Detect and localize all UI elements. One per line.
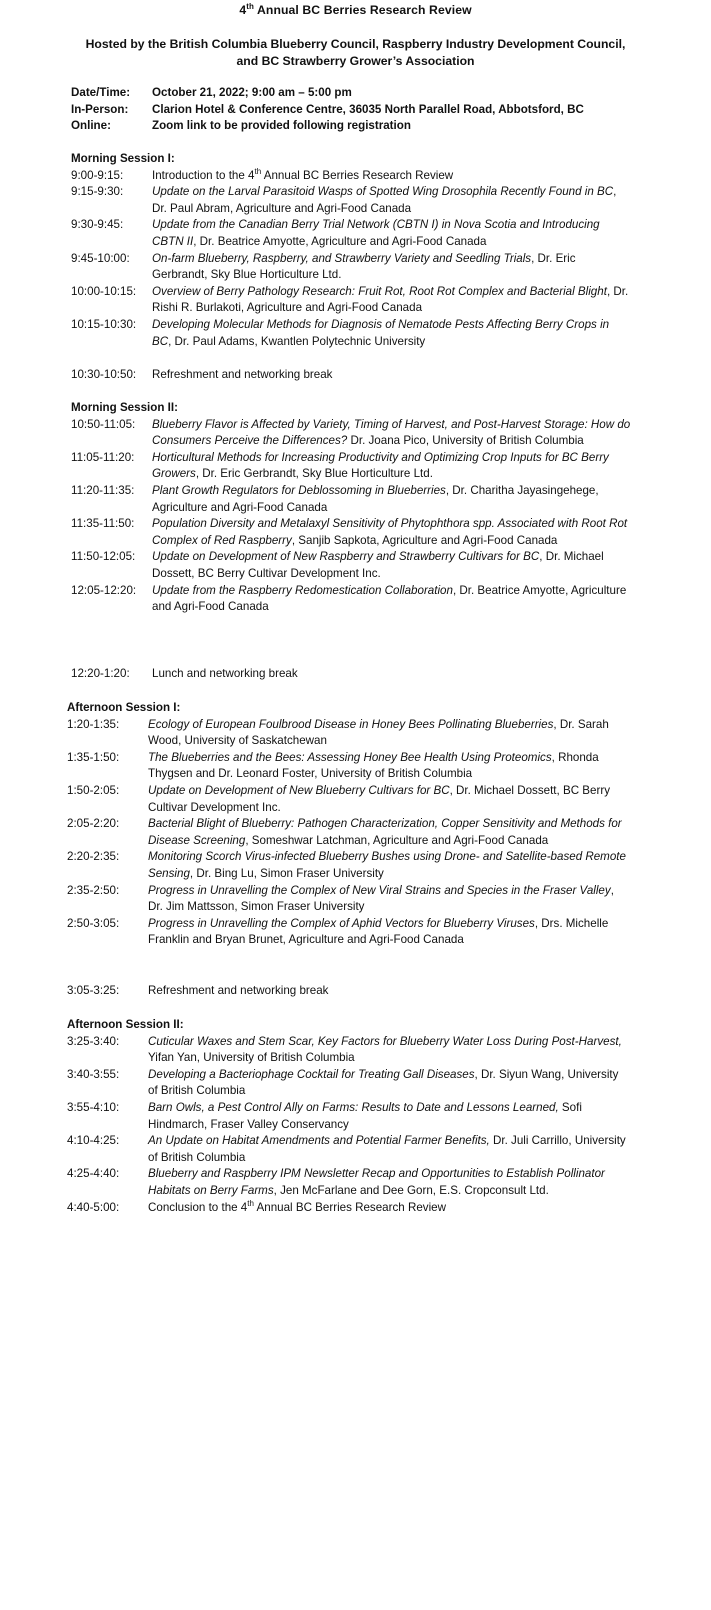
item-text: Update on Development of New Blueberry Cultivars for BC, Dr. Michael Dossett, BC Berry Cultivar Development Inc.: [148, 783, 610, 814]
item-time: 3:25-3:40:: [67, 1034, 120, 1048]
morning-session-2: [0, 400, 711, 616]
item-time: 1:35-1:50:: [67, 750, 120, 764]
morning-session-1: [0, 151, 711, 350]
item-text: Barn Owls, a Pest Control Ally on Farms: Results to Date and Lessons Learned, Sofi Hindmarch, Fraser Valley Conservancy: [148, 1100, 582, 1131]
host-line: Hosted by the British Columbia Blueberry Council, Raspberry Industry Development Council,: [85, 37, 626, 51]
item-time: 3:55-4:10:: [67, 1100, 120, 1114]
item-text: On-farm Blueberry, Raspberry, and Strawberry Variety and Seedling Trials, Dr. Eric Gerbrandt, Sky Blue Horticulture Ltd.: [152, 251, 576, 282]
agenda-item: [0, 883, 711, 916]
agenda-item: [0, 1067, 711, 1100]
item-time: 10:50-11:05:: [71, 417, 136, 431]
item-time: 4:10-4:25:: [67, 1134, 120, 1148]
item-text: Cuticular Waxes and Stem Scar, Key Factors for Blueberry Water Loss During Post-Harvest, Yifan Yan, University of British Columbia: [148, 1034, 622, 1065]
item-time: 3:40-3:55:: [67, 1067, 120, 1081]
agenda-item: [0, 168, 711, 185]
item-text: Overview of Berry Pathology Research: Fruit Rot, Root Rot Complex and Bacterial Blight, Dr. Rishi R. Burlakoti, Agriculture and Agri-Food Canada: [152, 284, 629, 315]
item-text: Conclusion to the 4th Annual BC Berries Research Review: [148, 1198, 446, 1214]
item-text: Population Diversity and Metalaxyl Sensitivity of Phytophthora spp. Associated with Root Rot Complex of Red Raspberry, Sanjib Sapkota, Agriculture and Agri-Food Canada: [152, 517, 628, 547]
agenda-item: [0, 1100, 711, 1133]
session-heading: Afternoon Session I:: [67, 701, 181, 714]
session-heading: Afternoon Session II:: [67, 1018, 184, 1031]
item-text: Ecology of European Foulbrood Disease in Honey Bees Pollinating Blueberries, Dr. Sarah Wood, University of Saskatchewan: [148, 717, 609, 748]
agenda-item: [0, 217, 711, 250]
item-time: 2:05-2:20:: [67, 817, 120, 831]
item-time: 10:00-10:15:: [71, 284, 137, 298]
item-text: The Blueberries and the Bees: Assessing Honey Bee Health Using Proteomics, Rhonda Thygsen and Dr. Leonard Foster, University of British Columbia: [148, 750, 599, 781]
item-time: 10:15-10:30:: [71, 317, 137, 331]
item-text: Introduction to the 4th Annual BC Berries Research Review: [152, 166, 454, 182]
info-label: In-Person:: [71, 102, 129, 116]
break-label: Refreshment and networking break: [152, 368, 333, 381]
info-value: October 21, 2022; 9:00 am – 5:00 pm: [152, 86, 352, 99]
item-time: 9:45-10:00:: [71, 251, 130, 265]
agenda-item: [0, 1200, 711, 1217]
session-heading: Morning Session II:: [71, 401, 178, 414]
item-text: Progress in Unravelling the Complex of Aphid Vectors for Blueberry Viruses, Drs. Michelle Franklin and Bryan Brunet, Agriculture and Agri-Food Canada: [148, 916, 609, 947]
session-heading: Morning Session I:: [71, 152, 175, 165]
agenda-item: [0, 849, 711, 882]
info-value: Zoom link to be provided following registration: [152, 119, 411, 133]
agenda-item: [0, 450, 711, 483]
item-text: Blueberry Flavor is Affected by Variety, Timing of Harvest, and Post-Harvest Storage: How do Consumers Perceive the Differences? Dr. Joana Pico, University of British Columbia: [152, 417, 631, 448]
agenda-item: [0, 483, 711, 516]
agenda-item: [0, 583, 711, 616]
item-time: 2:35-2:50:: [67, 883, 120, 897]
agenda-item: [0, 317, 711, 350]
agenda-item: [0, 816, 711, 849]
info-label: Date/Time:: [71, 86, 131, 99]
item-text: Update from the Raspberry Redomestication Collaboration, Dr. Beatrice Amyotte, Agriculture and Agri-Food Canada: [152, 583, 627, 614]
agenda-item: [0, 184, 711, 217]
agenda-item: [0, 251, 711, 284]
break-row: [0, 983, 711, 1000]
item-text: Update from the Canadian Berry Trial Network (CBTN I) in Nova Scotia and Introducing CBTN II, Dr. Beatrice Amyotte, Agriculture and Agri-Food Canada: [152, 218, 600, 248]
break-row: [0, 666, 711, 683]
item-time: 1:50-2:05:: [67, 783, 120, 797]
agenda-item: [0, 516, 711, 549]
agenda-item: [0, 1133, 711, 1166]
agenda-item: [0, 783, 711, 816]
item-time: 11:05-11:20:: [71, 450, 135, 464]
break-row: [0, 367, 711, 384]
item-time: 9:15-9:30:: [71, 185, 124, 199]
item-text: Developing a Bacteriophage Cocktail for Treating Gall Diseases, Dr. Siyun Wang, University of British Columbia: [148, 1067, 619, 1098]
agenda-item: [0, 717, 711, 750]
item-time: 11:35-11:50:: [71, 517, 135, 531]
item-time: 10:30-10:50:: [71, 368, 137, 381]
item-text: Horticultural Methods for Increasing Productivity and Optimizing Crop Inputs for BC Berry Growers, Dr. Eric Gerbrandt, Sky Blue Horticulture Ltd.: [152, 450, 609, 481]
item-time: 9:30-9:45:: [71, 218, 124, 232]
break-label: Lunch and networking break: [152, 667, 298, 680]
item-time: 9:00-9:15:: [71, 168, 124, 182]
host-line: and BC Strawberry Grower’s Association: [236, 53, 475, 68]
agenda-item: [0, 284, 711, 317]
item-time: 11:20-11:35:: [71, 483, 135, 497]
item-text: Progress in Unravelling the Complex of New Viral Strains and Species in the Fraser Valley, Dr. Jim Mattsson, Simon Fraser University: [148, 883, 614, 914]
agenda-item: [0, 916, 711, 949]
afternoon-session-1: [0, 700, 711, 949]
agenda-item: [0, 417, 711, 450]
item-time: 4:40-5:00:: [67, 1200, 120, 1214]
agenda-item: [0, 750, 711, 783]
agenda-item: [0, 549, 711, 582]
item-text: Bacterial Blight of Blueberry: Pathogen Characterization, Copper Sensitivity and Methods for Disease Screening, Someshwar Latchman, Agriculture and Agri-Food Canada: [148, 817, 622, 847]
agenda-item: [0, 1034, 711, 1067]
item-text: Blueberry and Raspberry IPM Newsletter Recap and Opportunities to Establish Pollinator Habitats on Berry Farms, Jen McFarlane and Dee Gorn, E.S. Cropconsult Ltd.: [148, 1167, 605, 1197]
host-statement: [0, 36, 711, 69]
item-time: 11:50-12:05:: [71, 550, 136, 564]
item-time: 12:20-1:20:: [71, 667, 130, 680]
item-text: Update on the Larval Parasitoid Wasps of Spotted Wing Drosophila Recently Found in BC, Dr. Paul Abram, Agriculture and Agri-Food Canada: [152, 185, 617, 215]
item-text: Monitoring Scorch Virus-infected Blueberry Bushes using Drone- and Satellite-based Remote Sensing, Dr. Bing Lu, Simon Fraser University: [148, 850, 626, 880]
item-time: 3:05-3:25:: [67, 984, 120, 997]
page-title: 4th Annual BC Berries Research Review: [239, 1, 472, 17]
info-label: Online:: [71, 119, 111, 133]
item-text: Plant Growth Regulators for Deblossoming in Blueberries, Dr. Charitha Jayasingehege, Agriculture and Agri-Food Canada: [152, 483, 599, 514]
item-text: Update on Development of New Raspberry and Strawberry Cultivars for BC, Dr. Michael Dossett, BC Berry Cultivar Development Inc.: [152, 550, 604, 580]
afternoon-session-2: [0, 1017, 711, 1216]
item-text: Developing Molecular Methods for Diagnosis of Nematode Pests Affecting Berry Crops in BC, Dr. Paul Adams, Kwantlen Polytechnic University: [152, 317, 610, 348]
break-label: Refreshment and networking break: [148, 984, 329, 997]
info-value: Clarion Hotel & Conference Centre, 36035 North Parallel Road, Abbotsford, BC: [152, 102, 584, 116]
item-time: 2:50-3:05:: [67, 916, 120, 930]
item-time: 12:05-12:20:: [71, 583, 137, 597]
item-text: An Update on Habitat Amendments and Potential Farmer Benefits, Dr. Juli Carrillo, University of British Columbia: [148, 1134, 626, 1164]
agenda-item: [0, 1166, 711, 1199]
item-time: 4:25-4:40:: [67, 1167, 120, 1181]
item-time: 2:20-2:35:: [67, 850, 120, 864]
item-time: 1:20-1:35:: [67, 717, 120, 731]
